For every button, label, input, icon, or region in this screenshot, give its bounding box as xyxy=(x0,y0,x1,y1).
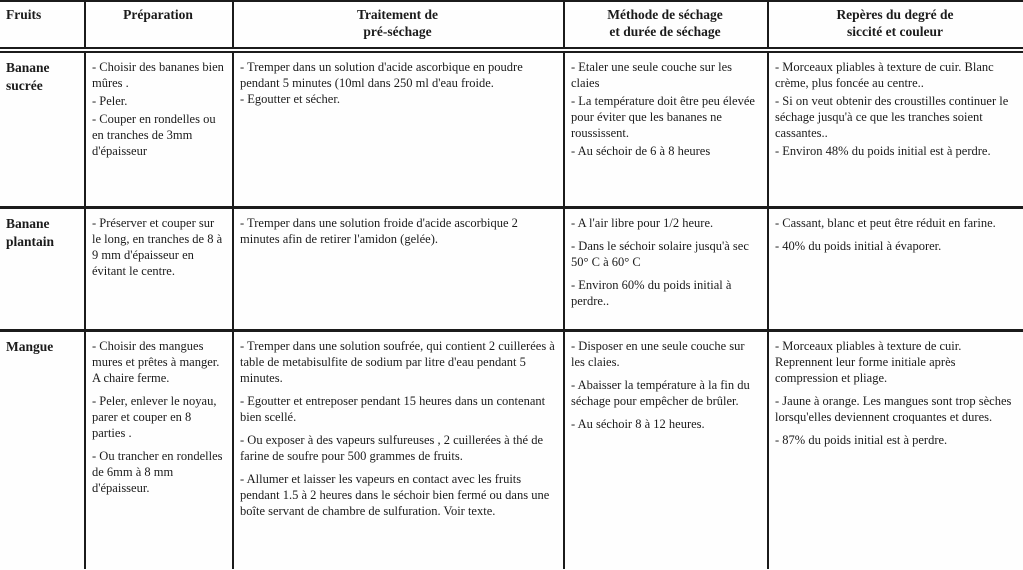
bullet-item: - Ou exposer à des vapeurs sulfureuses , 2 cuillerées à thé de farine de soufre pour 500 grammes de fruits. xyxy=(240,432,544,463)
header-label: Repères du degré de xyxy=(836,7,954,22)
bullet-item: - La température doit être peu élevée pour éviter que les bananes ne roussissent. xyxy=(571,94,755,140)
bullet-item: - Couper en rondelles ou en tranches de 3mm d'épaisseur xyxy=(92,112,216,158)
cell-preparation xyxy=(85,50,233,207)
bullet-item: - Au séchoir 8 à 12 heures. xyxy=(571,416,705,431)
bullet-item: - Choisir des mangues mures et prêtes à manger. A chaire ferme. xyxy=(92,338,220,385)
header-cell-methode-sechage xyxy=(564,1,768,50)
cell-reperes xyxy=(768,330,1023,569)
cell-pretraitement xyxy=(233,50,564,207)
fruit-name: Banane plantain xyxy=(0,207,85,330)
header-cell-preparation xyxy=(85,1,233,50)
fruit-name: Mangue xyxy=(6,338,54,354)
header-label: siccité et couleur xyxy=(847,24,943,39)
bullet-item: - Morceaux pliables à texture de cuir. Blanc crème, plus foncée au centre.. xyxy=(775,60,994,90)
bullet-item: - Etaler une seule couche sur les claies xyxy=(571,60,733,90)
bullet-item: - Choisir des bananes bien mûres . xyxy=(92,60,224,90)
cell-pretraitement xyxy=(233,207,564,330)
header-label: Traitement de xyxy=(356,7,439,22)
cell-reperes xyxy=(768,207,1023,330)
header-label: Préparation xyxy=(123,7,193,22)
header-label: et durée de séchage xyxy=(609,24,721,39)
cell-preparation xyxy=(85,207,233,330)
bullet-item: - 87% du poids initial est à perdre. xyxy=(775,432,948,447)
header-label: Fruits xyxy=(6,7,42,22)
bullet-item: - Abaisser la température à la fin du séchage pour empêcher de brûler. xyxy=(571,377,750,408)
bullet-item: - Tremper dans une solution soufrée, qui contient 2 cuillerées à table de metabisulfite de sodium par litre d'eau pendant 5 minutes. xyxy=(240,338,555,385)
header-row xyxy=(0,1,1023,50)
fruit-name: Banane sucrée xyxy=(0,50,85,207)
bullet-item: - Egoutter et entreposer pendant 15 heures dans un contenant bien scellé. xyxy=(240,393,546,424)
bullet-item: - Au séchoir de 6 à 8 heures xyxy=(571,144,711,158)
bullet-item: - Environ 48% du poids initial est à perdre. xyxy=(775,144,991,158)
bullet-item: - A l'air libre pour 1/2 heure. xyxy=(571,215,714,230)
cell-sechage xyxy=(564,50,768,207)
header-cell-fruits xyxy=(0,1,85,50)
bullet-item: - Tremper dans une solution froide d'acide ascorbique 2 minutes afin de retirer l'amidon (gelée). xyxy=(240,215,518,246)
bullet-item: - Peler. xyxy=(92,94,128,108)
cell-sechage xyxy=(564,207,768,330)
bullet-item: - Ou trancher en rondelles de 6mm à 8 mm d'épaisseur. xyxy=(92,448,223,495)
header-cell-pretraitement xyxy=(233,1,564,50)
bullet-item: - Préserver et couper sur le long, en tranches de 8 à 9 mm d'épaisseur en évitant le centre. xyxy=(92,215,223,278)
bullet-item: - 40% du poids initial à évaporer. xyxy=(775,238,942,253)
bullet-item: - Morceaux pliables à texture de cuir. Reprennent leur forme initiale après compression et pliage. xyxy=(775,338,962,385)
cell-reperes xyxy=(768,50,1023,207)
cell-pretraitement xyxy=(233,330,564,569)
table-row-banane-sucree xyxy=(0,50,1023,207)
table-row-banane-plantain xyxy=(0,207,1023,330)
cell-sechage xyxy=(564,330,768,569)
bullet-item: - Dans le séchoir solaire jusqu'à sec 50° C à 60° C xyxy=(571,238,749,269)
bullet-item: - Allumer et laisser les vapeurs en contact avec les fruits pendant 1.5 à 2 heures dans le séchoir bien fermé ou dans une boîte servant de chambre de sulfuration. Voir texte. xyxy=(240,471,550,518)
table-row-mangue xyxy=(0,330,1023,569)
header-label: pré-séchage xyxy=(363,24,432,39)
bullet-item: - Peler, enlever le noyau, parer et couper en 8 parties . xyxy=(92,393,217,440)
header-label: Méthode de séchage xyxy=(607,7,723,22)
cell-preparation xyxy=(85,330,233,569)
bullet-item: - Jaune à orange. Les mangues sont trop sèches lorsqu'elles deviennent croquantes et dures. xyxy=(775,393,1012,424)
bullet-item: - Cassant, blanc et peut être réduit en farine. xyxy=(775,215,996,230)
bullet-item: - Egoutter et sécher. xyxy=(240,92,340,106)
bullet-item: - Tremper dans un solution d'acide ascorbique en poudre pendant 5 minutes (10ml dans 250 ml d'eau froide. xyxy=(240,60,523,90)
bullet-item: - Disposer en une seule couche sur les claies. xyxy=(571,338,745,369)
bullet-item: - Environ 60% du poids initial à perdre.. xyxy=(571,277,732,308)
header-cell-reperes xyxy=(768,1,1023,50)
bullet-item: - Si on veut obtenir des croustilles continuer le séchage jusqu'à ce que les tranches soient cassantes.. xyxy=(775,94,1009,140)
